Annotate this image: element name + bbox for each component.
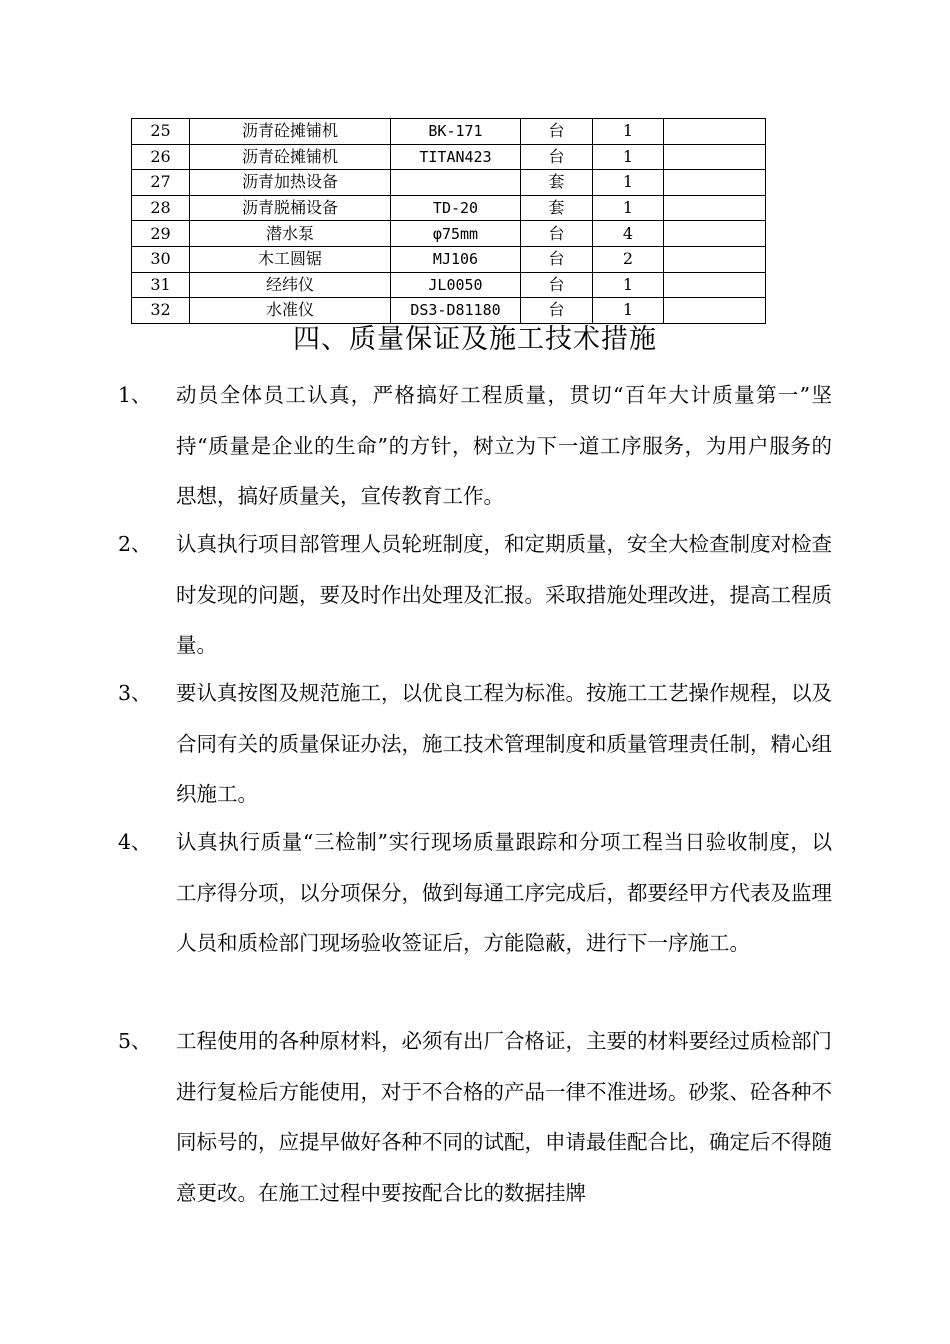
equipment-note [664, 144, 766, 170]
item-text: 认真执行项目部管理人员轮班制度，和定期质量，安全大检查制度对检查时发现的问题，要及时作出处理及汇报。采取措施处理改进，提高工程质量。 [176, 532, 832, 657]
table-row [132, 195, 766, 221]
item-number: 3、 [118, 681, 152, 705]
equipment-model: φ75mm [391, 221, 521, 247]
row-number: 29 [132, 221, 190, 247]
table-row [132, 272, 766, 298]
equipment-quantity: 1 [593, 144, 664, 170]
item-text: 工程使用的各种原材料，必须有出厂合格证，主要的材料要经过质检部门进行复检后方能使用，对于不合格的产品一律不准进场。砂浆、砼各种不同标号的，应提早做好各种不同的试配，申请最佳配合比，确定后不得随意更改。在施工过程中要按配合比的数据挂牌 [176, 1029, 832, 1205]
equipment-name: 沥青脱桶设备 [190, 195, 391, 221]
row-number: 27 [132, 170, 190, 196]
equipment-quantity: 1 [593, 298, 664, 324]
equipment-note [664, 221, 766, 247]
item-number: 4、 [118, 830, 152, 854]
item-number: 1、 [118, 383, 152, 407]
item-text: 认真执行质量“三检制”实行现场质量跟踪和分项工程当日验收制度，以工序得分项，以分项保分，做到每通工序完成后，都要经甲方代表及监理人员和质检部门现场验收签证后，方能隐蔽，进行下一序施工。 [176, 830, 832, 955]
equipment-unit: 台 [521, 246, 593, 272]
equipment-name: 经纬仪 [190, 272, 391, 298]
equipment-note [664, 170, 766, 196]
row-number: 30 [132, 246, 190, 272]
row-number: 25 [132, 119, 190, 145]
item-number: 2、 [118, 532, 152, 556]
equipment-table [131, 118, 766, 324]
equipment-note [664, 246, 766, 272]
equipment-unit: 台 [521, 272, 593, 298]
table-row [132, 170, 766, 196]
equipment-name: 水准仪 [190, 298, 391, 324]
equipment-model: TD-20 [391, 195, 521, 221]
equipment-name: 沥青加热设备 [190, 170, 391, 196]
equipment-note [664, 195, 766, 221]
equipment-name: 潜水泵 [190, 221, 391, 247]
equipment-note [664, 272, 766, 298]
item-text: 要认真按图及规范施工，以优良工程为标准。按施工工艺操作规程，以及合同有关的质量保证办法，施工技术管理制度和质量管理责任制，精心组织施工。 [176, 681, 832, 806]
table-row [132, 119, 766, 145]
equipment-quantity: 1 [593, 119, 664, 145]
equipment-unit: 台 [521, 298, 593, 324]
equipment-quantity: 1 [593, 170, 664, 196]
item-number: 5、 [118, 1029, 152, 1053]
equipment-quantity: 2 [593, 246, 664, 272]
row-number: 26 [132, 144, 190, 170]
table-row [132, 144, 766, 170]
equipment-name: 沥青砼摊铺机 [190, 119, 391, 145]
equipment-quantity: 4 [593, 221, 664, 247]
equipment-note [664, 119, 766, 145]
row-number: 31 [132, 272, 190, 298]
row-number: 28 [132, 195, 190, 221]
table-row [132, 246, 766, 272]
equipment-model: MJ106 [391, 246, 521, 272]
equipment-unit: 套 [521, 170, 593, 196]
equipment-quantity: 1 [593, 272, 664, 298]
equipment-model [391, 170, 521, 196]
equipment-model: JL0050 [391, 272, 521, 298]
equipment-name: 木工圆锯 [190, 246, 391, 272]
item-text: 动员全体员工认真，严格搞好工程质量，贯切“百年大计质量第一”坚持“质量是企业的生命”的方针，树立为下一道工序服务，为用户服务的思想，搞好质量关，宣传教育工作。 [176, 383, 832, 508]
equipment-name: 沥青砼摊铺机 [190, 144, 391, 170]
equipment-unit: 套 [521, 195, 593, 221]
equipment-model: TITAN423 [391, 144, 521, 170]
equipment-unit: 台 [521, 119, 593, 145]
table-row [132, 221, 766, 247]
equipment-model: DS3-D81180 [391, 298, 521, 324]
equipment-unit: 台 [521, 144, 593, 170]
equipment-quantity: 1 [593, 195, 664, 221]
section-title: 四、质量保证及施工技术措施 [293, 324, 657, 355]
equipment-model: BK-171 [391, 119, 521, 145]
equipment-unit: 台 [521, 221, 593, 247]
row-number: 32 [132, 298, 190, 324]
